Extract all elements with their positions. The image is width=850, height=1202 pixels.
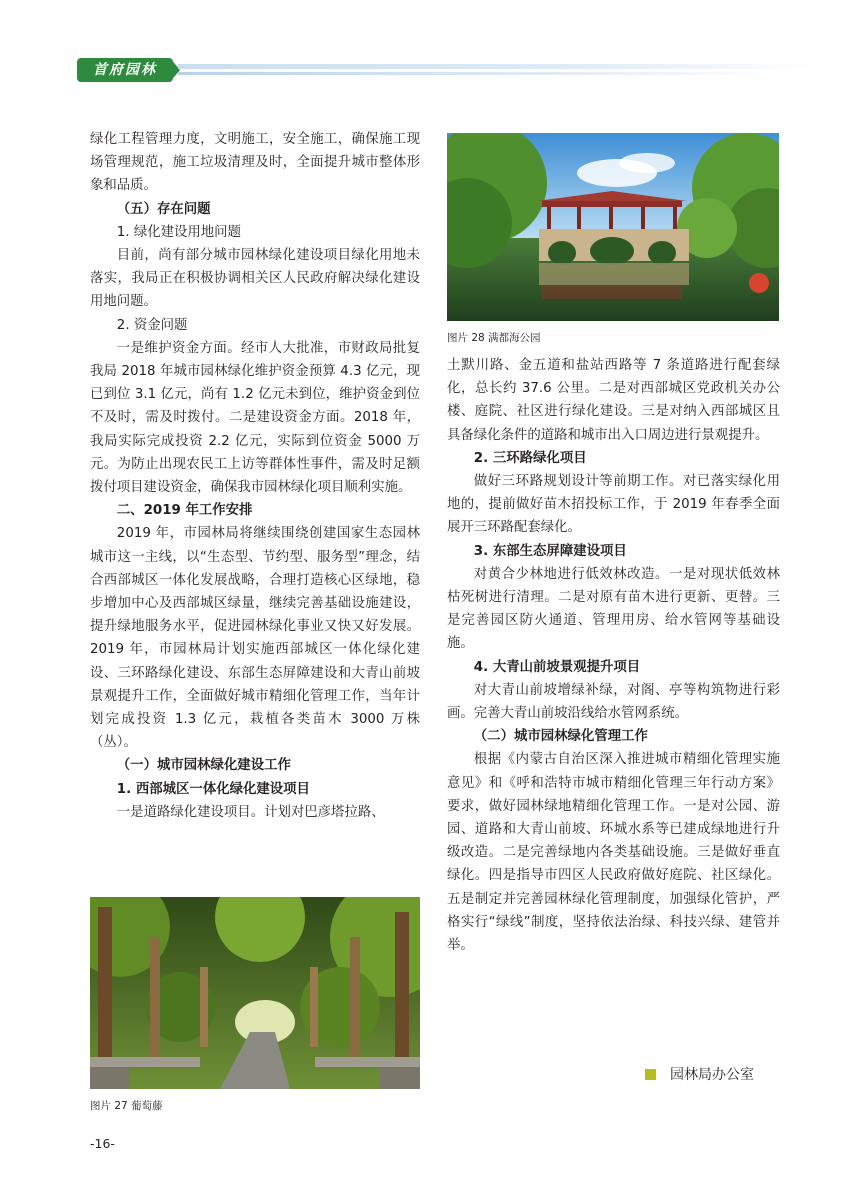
body-paragraph: 对大青山前坡增绿补绿，对阁、亭等构筑物进行彩画。完善大青山前坡沿线给水管网系统。 [447,682,780,722]
body-paragraph: 2. 资金问题 [116,317,188,333]
figure-27-caption: 图片 27 葡萄藤 [90,1100,163,1112]
figure-28-caption: 图片 28 满都海公园 [447,332,541,344]
body-paragraph: 根据《内蒙古自治区深入推进城市精细化管理实施意见》和《呼和浩特市城市精细化管理三年行动方案》要求，做好园林绿地精细化管理工作。一是对公园、游园、道路和大青山前坡、环城水系等已建成绿地进行升级改造。二是完善绿地内各类基础设施。三是做好垂直绿化。四是指导市四区人民政府做好庭院、社区绿化。五是制定并完善园林绿化管理制度，加强绿化管护，严格实行“绿线”制度，坚持依法治绿、科技兴绿、建管并举。 [447,752,780,954]
body-paragraph: 绿化工程管理力度，文明施工，安全施工，确保施工现场管理规范，施工垃圾清理及时，全面提升城市整体形象和品质。 [90,132,420,194]
author-name: 园林局办公室 [670,1067,754,1083]
section-heading: （一）城市园林绿化建设工作 [116,758,291,774]
body-paragraph: 2019 年，市园林局将继续围绕创建国家生态园林城市这一主线，以“生态型、节约型、服务型”理念，结合西部城区一体化发展战略，合理打造核心区绿地，稳步增加中心及西部城区绿量，继续完善基础设施建设，提升绿地服务水平，促进园林绿化事业又快又好发展。2019 年，市园林局计划实施西部城区一体化绿化建设、三环路绿化建设、东部生态屏障建设和大青山前坡景观提升工作，全面做好城市精细化管理工作，当年计划完成投资 1.3 亿元，栽植各类苗木 3000 万株（丛）。 [90,526,420,751]
body-paragraph: 1. 绿化建设用地问题 [116,224,241,240]
photo-grape-vine-corridor [90,897,420,1089]
section-heading: 2. 三环路绿化项目 [473,450,587,466]
header-rule-secondary [178,72,778,75]
section-heading: （二）城市园林绿化管理工作 [473,729,648,745]
body-paragraph: 一是维护资金方面。经市人大批准，市财政局批复我局 2018 年城市园林绿化维护资金预算 4.3 亿元，现已到位 3.1 亿元，尚有 1.2 亿元未到位，维护资金到位不及时，需及时拨付。二是建设资金方面。2018 年，我局实际完成投资 2.2 亿元，实际到位资金 5000 万元。为防止出现农民工上访等群体性事件，需及时足额拨付项目建设资金，确保我市园林绿化项目顺利实施。 [90,340,420,496]
section-heading: （五）存在问题 [116,201,211,217]
author-marker-square [645,1069,656,1080]
body-paragraph: 目前，尚有部分城市园林绿化建设项目绿化用地未落实，我局正在积极协调相关区人民政府解决绿化建设用地问题。 [90,248,420,310]
section-heading: 二、2019 年工作安排 [116,503,253,519]
section-heading: 4. 大青山前坡景观提升项目 [473,659,641,675]
page-number: -16- [90,1136,115,1151]
body-paragraph: 做好三环路规划设计等前期工作。对已落实绿化用地的，提前做好苗木招投标工作，于 2019 年春季全面展开三环路配套绿化。 [447,474,780,536]
section-heading: 1. 西部城区一体化绿化建设项目 [116,781,310,797]
author-credit [645,1064,754,1084]
header-rule [178,64,818,69]
section-heading: 3. 东部生态屏障建设项目 [473,543,627,559]
section-badge-arrow [170,58,180,82]
photo-park-bridge [447,133,779,321]
left-text-column [90,128,420,824]
right-text-column [447,354,780,957]
body-paragraph: 对黄合少林地进行低效林改造。一是对现状低效林枯死树进行清理。二是对原有苗木进行更新、更替。三是完善园区防火通道、管理用房、给水管网等基础设施。 [447,566,780,652]
section-badge: 首府园林 [77,58,173,82]
body-paragraph: 一是道路绿化建设项目。计划对巴彦塔拉路、 [116,804,385,820]
body-paragraph: 土默川路、金五道和盐站西路等 7 条道路进行配套绿化，总长约 37.6 公里。二是对西部城区党政机关办公楼、庭院、社区进行绿化建设。三是对纳入西部城区且具备绿化条件的道路和城市出入口周边进行景观提升。 [447,358,780,443]
